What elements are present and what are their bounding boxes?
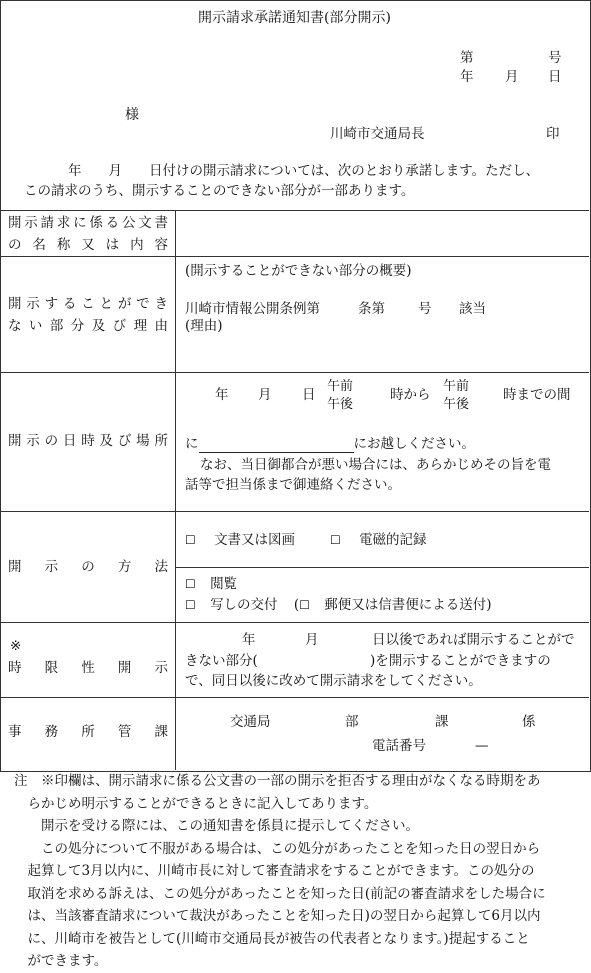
document-title: 開示請求承諾通知書(部分開示) <box>198 10 391 26</box>
row-divider <box>0 511 589 512</box>
time-limit-line-2b: )を開示することができますの <box>370 653 551 669</box>
office-tel-dash: — <box>475 738 489 754</box>
number-dai: 第 <box>460 50 474 66</box>
row-divider <box>0 622 589 623</box>
ampm-start: 午前 午後 <box>327 379 354 412</box>
office-kakari: 係 <box>522 714 536 730</box>
method-option-document[interactable]: ☐ 文書又は図画 <box>185 532 296 548</box>
row-divider <box>0 372 589 373</box>
note-line: 起算して3月以内に、川崎市長に対して審査請求をすることができます。この処分の <box>14 863 535 879</box>
undisclosed-summary: (開示することができない部分の概要) <box>185 263 412 279</box>
document-name-field[interactable] <box>182 218 582 250</box>
column-divider <box>175 210 176 770</box>
time-limit-mark: ※ <box>10 638 22 654</box>
office-tel-label: 電話番号 <box>372 738 426 754</box>
datetime-note-1: なお、当日御都合が悪い場合には、あらかじめその旨を電 <box>200 457 551 473</box>
office-kotsukyoku: 交通局 <box>230 714 271 730</box>
checkbox-icon[interactable]: ☐ <box>185 577 196 591</box>
undisclosed-label: 開示することができ ない部分及び理由 <box>8 296 168 334</box>
issuer-name: 川崎市交通局長 <box>330 126 425 142</box>
datetime-place-label: 開示の日時及び場所 <box>8 433 168 449</box>
office-label: 事務所管課 <box>8 724 168 740</box>
note-line: らかじめ明示することができるときに記入してあります。 <box>14 795 378 812</box>
note-line: 取消を求める訴えは、この処分があったことを知った日(前記の審査請求をした場合に <box>14 885 546 902</box>
checkbox-icon[interactable]: ☐ <box>299 598 310 612</box>
row-divider <box>0 256 589 257</box>
intro-line-1: 年 月 日付けの開示請求については、次のとおり承諾します。ただし、 <box>68 163 540 179</box>
note-line: は、当該審査請求について裁決があったことを知った日)の翌日から起算して6月以内 <box>14 908 541 924</box>
time-limit-line-2a: きない部分( <box>185 653 258 669</box>
ampm-end: 午前 午後 <box>443 379 470 412</box>
method-option-copy[interactable]: ☐ 写しの交付 (☐ 郵便又は信書便による送付) <box>185 597 492 613</box>
checkbox-icon[interactable]: ☐ <box>185 533 196 547</box>
note-line: この処分について不服がある場合は、この処分があったことを知った日の翌日から <box>14 840 541 857</box>
office-ka: 課 <box>435 714 449 730</box>
time-limit-line-1: 日以後であれば開示することがで <box>372 632 575 648</box>
addressee-sama: 様 <box>125 107 139 123</box>
method-option-view[interactable]: ☐ 閲覧 <box>185 576 238 592</box>
number-go: 号 <box>548 50 562 66</box>
time-limit-line-3: で、同日以後に改めて開示請求をしてください。 <box>185 673 482 689</box>
datetime-hi: 日 <box>302 387 316 403</box>
method-label: 開示の方法 <box>8 559 168 575</box>
time-limit-tsuki: 月 <box>305 632 319 648</box>
undisclosed-reason: (理由) <box>185 318 223 334</box>
office-bu: 部 <box>345 714 359 730</box>
time-limit-label: 時限性開示 <box>8 660 168 676</box>
date-hi: 日 <box>548 69 562 85</box>
datetime-note-2: 話等で担当係まで御連絡ください。 <box>185 477 401 493</box>
method-divider <box>175 567 589 568</box>
notes-section <box>14 770 582 973</box>
note-line: ができます。 <box>14 953 108 969</box>
place-field[interactable] <box>199 438 354 453</box>
document-name-label: 開示請求に係る公文書 の名称又は内容 <box>8 215 168 253</box>
date-tsuki: 月 <box>505 69 519 85</box>
place-line: に にお越しください。 <box>185 436 475 452</box>
date-nen: 年 <box>460 69 474 85</box>
checkbox-icon[interactable]: ☐ <box>330 533 341 547</box>
seal-mark: 印 <box>546 126 560 142</box>
ordinance-text-b: 条第 <box>358 301 385 317</box>
method-option-electronic[interactable]: ☐ 電磁的記録 <box>330 532 427 548</box>
time-limit-nen: 年 <box>242 632 256 648</box>
ordinance-text-d: 該当 <box>459 301 486 317</box>
row-divider <box>0 697 589 698</box>
ordinance-text-c: 号 <box>418 301 432 317</box>
intro-line-2: この請求のうち、開示することのできない部分が一部あります。 <box>24 183 415 199</box>
datetime-kara: 時から <box>390 387 431 403</box>
ordinance-text-a: 川崎市情報公開条例第 <box>185 301 320 317</box>
note-line: に、川崎市を被告として(川崎市交通局長が被告の代表者となります。)提起すること <box>14 930 530 947</box>
datetime-nen: 年 <box>215 387 229 403</box>
note-line: 開示を受ける際には、この通知書を係員に提示してください。 <box>14 818 419 834</box>
datetime-made: 時までの間 <box>503 387 571 403</box>
checkbox-icon[interactable]: ☐ <box>185 598 196 612</box>
table-top-border <box>0 210 589 211</box>
datetime-tsuki: 月 <box>258 387 272 403</box>
note-line: 注 ※印欄は、開示請求に係る公文書の一部の開示を拒否する理由がなくなる時期をあ <box>14 773 541 789</box>
